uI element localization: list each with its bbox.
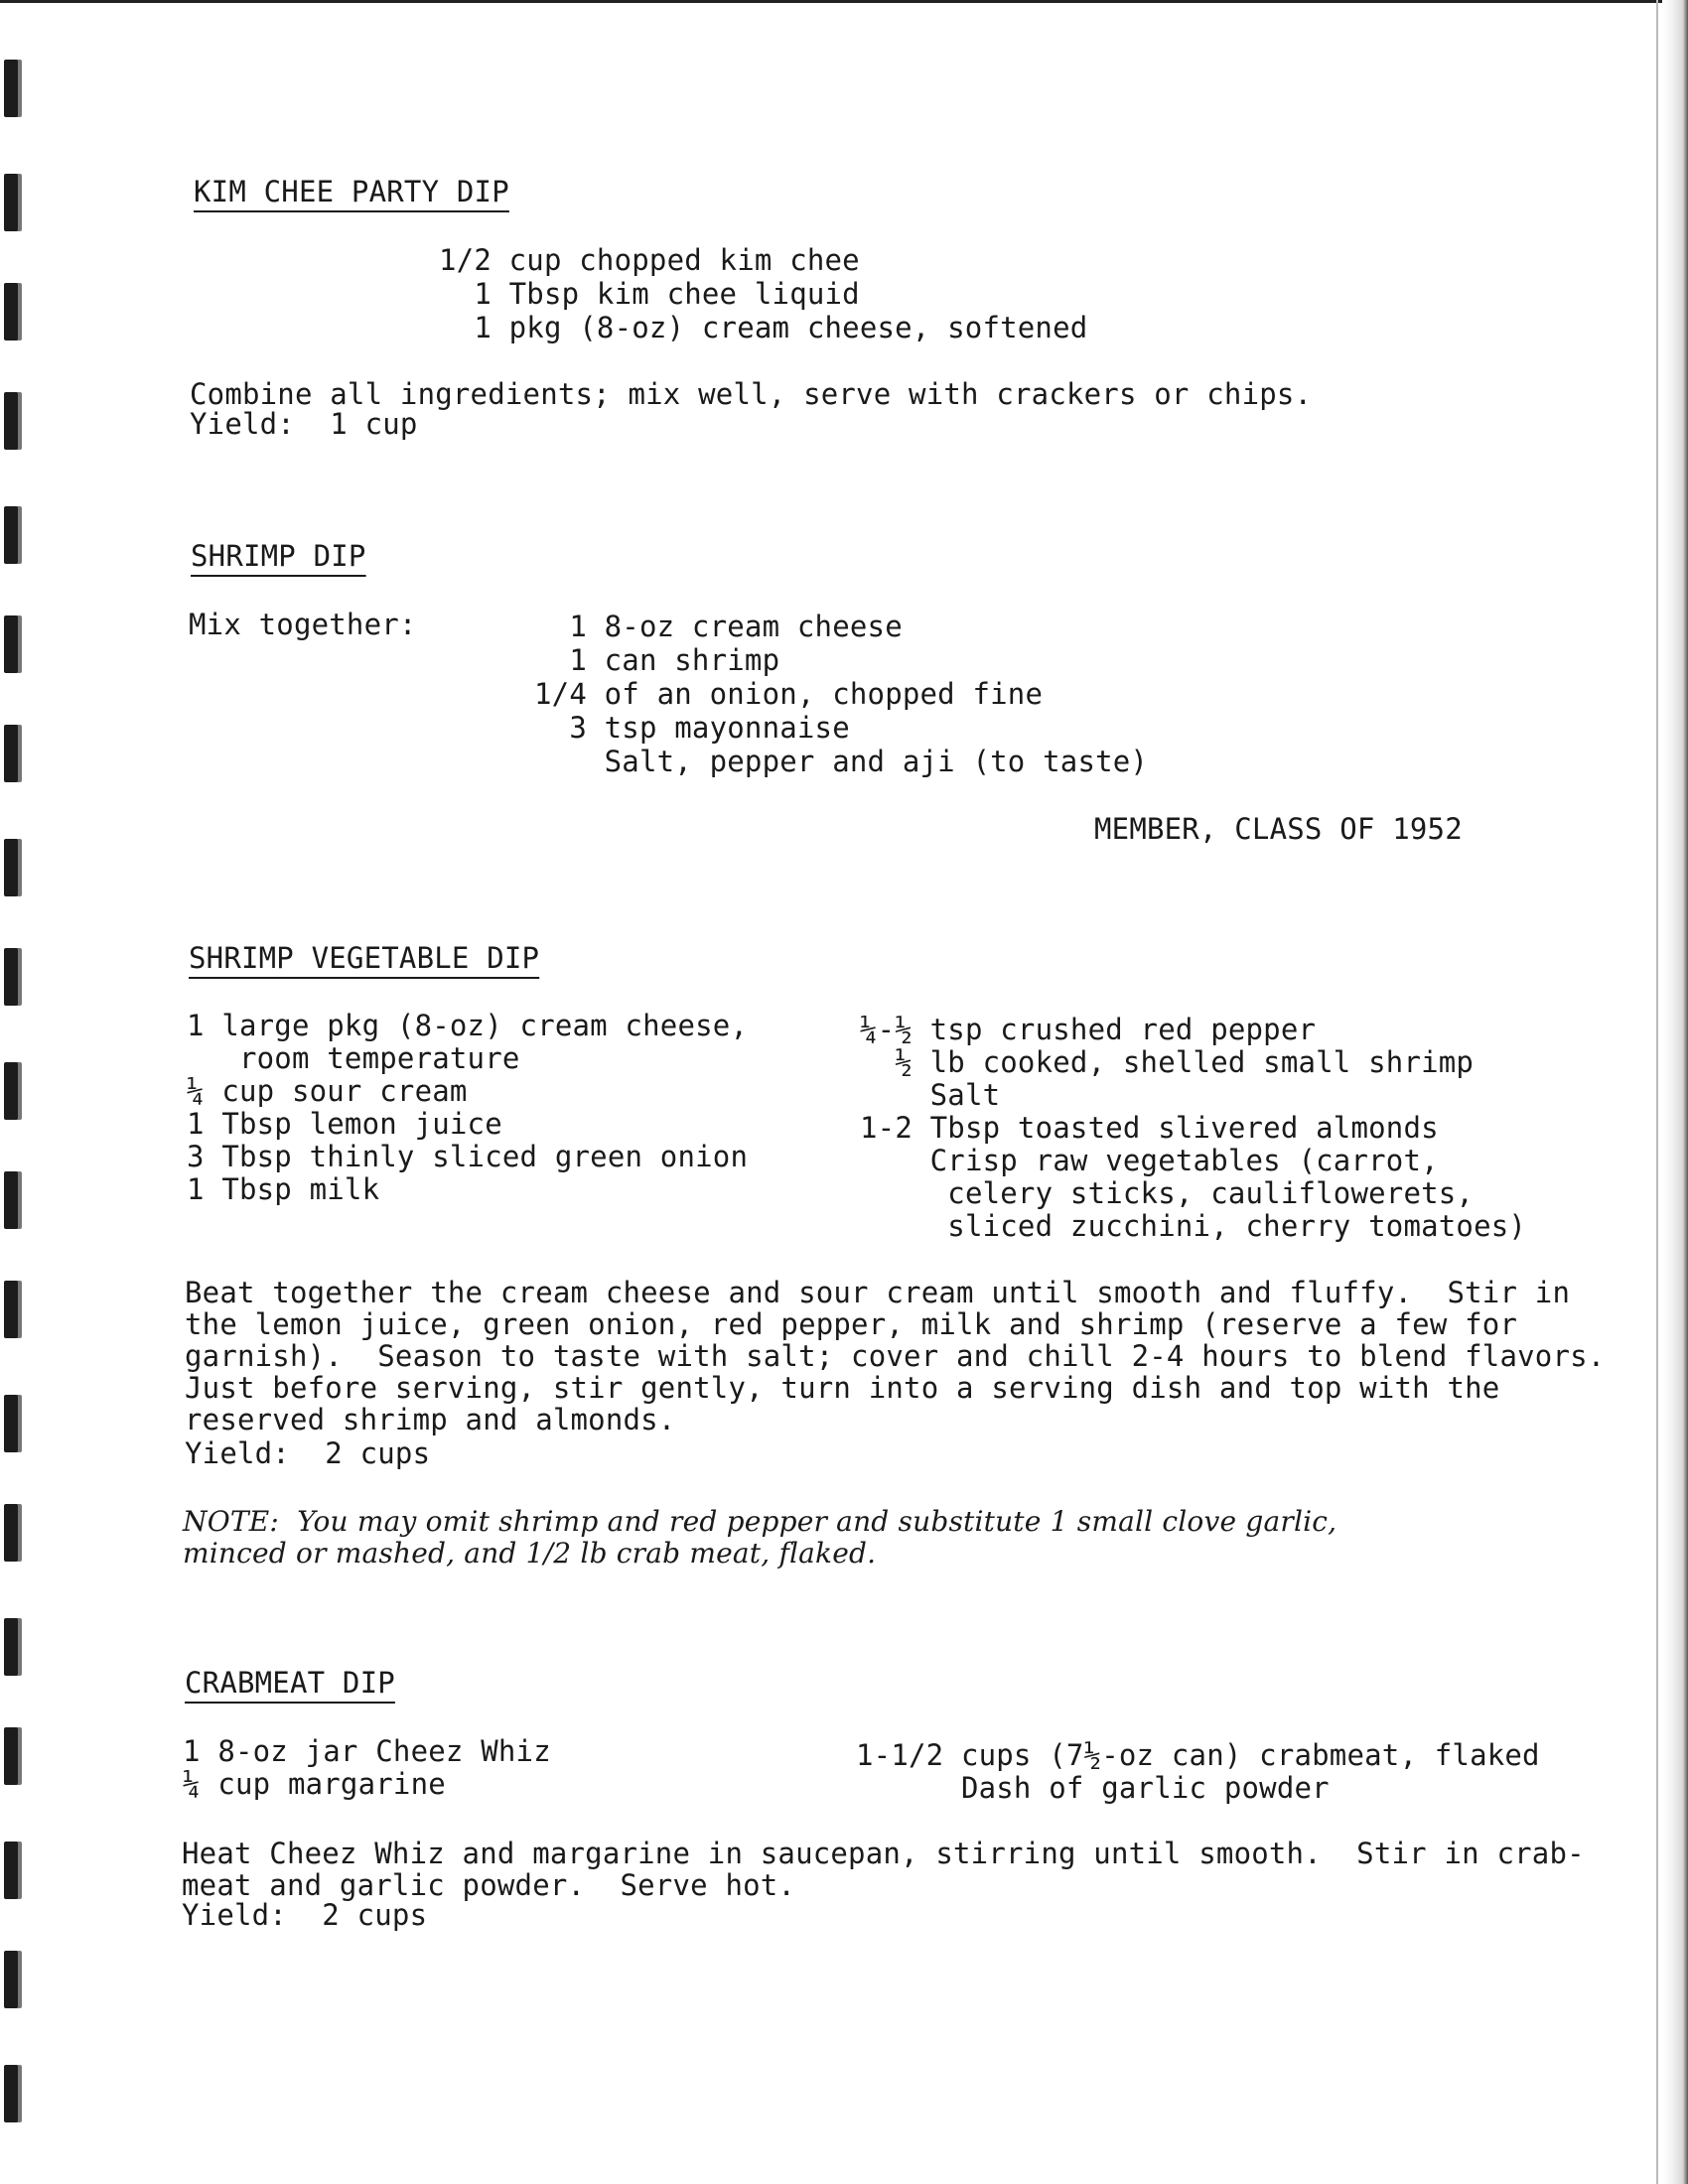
binding-hole: [4, 1504, 18, 1562]
binding-hole: [4, 1281, 18, 1338]
direction-line: reserved shrimp and almonds.: [185, 1403, 676, 1436]
direction-line: Heat Cheez Whiz and margarine in saucepan, stirring until smooth. Stir in crab-: [182, 1837, 1585, 1870]
ingredient-line: 1 Tbsp lemon juice: [187, 1107, 502, 1141]
ingredient-line: ½ lb cooked, shelled small shrimp: [860, 1045, 1475, 1079]
ingredient-line: sliced zucchini, cherry tomatoes): [860, 1209, 1527, 1243]
recipe-note-line: NOTE: You may omit shrimp and red pepper and substitute 1 small clove garlic,: [183, 1505, 1337, 1538]
spiral-binding: [0, 0, 30, 2184]
ingredient-line: 1 large pkg (8-oz) cream cheese,: [187, 1009, 749, 1042]
ingredient-line: Salt: [860, 1078, 1001, 1112]
page-right-edge-line: [1656, 0, 1658, 2184]
direction-line: meat and garlic powder. Serve hot.: [182, 1868, 796, 1902]
ingredient-line: 1 8-oz jar Cheez Whiz: [183, 1734, 551, 1768]
binding-hole: [4, 1842, 18, 1899]
ingredient-line: ¼-½ tsp crushed red pepper: [860, 1013, 1317, 1046]
ingredient-lead: Mix together:: [189, 608, 417, 641]
ingredient-line: 1/2 cup chopped kim chee: [439, 243, 860, 277]
binding-hole: [4, 2065, 18, 2122]
binding-hole: [4, 1395, 18, 1452]
binding-hole: [4, 1171, 18, 1229]
ingredient-line: 1-2 Tbsp toasted slivered almonds: [860, 1111, 1439, 1145]
binding-hole: [4, 60, 18, 117]
ingredient-line: 3 Tbsp thinly sliced green onion: [187, 1140, 749, 1173]
recipe-title: SHRIMP VEGETABLE DIP: [189, 941, 540, 975]
ingredient-line: 1 Tbsp milk: [187, 1172, 380, 1206]
binding-hole: [4, 506, 18, 564]
binding-hole: [4, 1951, 18, 2008]
ingredient-line: 1 pkg (8-oz) cream cheese, softened: [439, 311, 1088, 344]
binding-hole: [4, 1618, 18, 1676]
ingredient-line: 1 8-oz cream cheese: [534, 610, 903, 643]
ingredient-line: room temperature: [187, 1041, 520, 1075]
binding-hole: [4, 725, 18, 782]
binding-hole: [4, 948, 18, 1006]
ingredient-line: 3 tsp mayonnaise: [534, 711, 850, 745]
recipe-title: KIM CHEE PARTY DIP: [194, 175, 509, 208]
page-top-edge: [0, 0, 1688, 3]
ingredient-line: Salt, pepper and aji (to taste): [534, 745, 1149, 778]
yield-line: Yield: 1 cup: [190, 407, 418, 441]
recipe-credit: MEMBER, CLASS OF 1952: [1094, 812, 1463, 846]
recipe-title: SHRIMP DIP: [191, 539, 366, 573]
ingredient-line: 1 can shrimp: [534, 643, 780, 677]
ingredient-line: 1 Tbsp kim chee liquid: [439, 277, 860, 311]
ingredient-line: ¼ cup sour cream: [187, 1074, 468, 1108]
ingredient-line: 1-1/2 cups (7½-oz can) crabmeat, flaked: [856, 1738, 1540, 1772]
recipe-title: CRABMEAT DIP: [185, 1666, 395, 1700]
binding-hole: [4, 1062, 18, 1120]
direction-line: Beat together the cream cheese and sour cream until smooth and fluffy. Stir in: [185, 1276, 1571, 1309]
recipe-note-line: minced or mashed, and 1/2 lb crab meat, flaked.: [183, 1537, 877, 1570]
page-right-edge-shadow: [1662, 0, 1688, 2184]
direction-line: Combine all ingredients; mix well, serve with crackers or chips.: [190, 377, 1313, 411]
yield-line: Yield: 2 cups: [182, 1898, 428, 1932]
binding-hole: [4, 1727, 18, 1785]
binding-hole: [4, 615, 18, 673]
binding-hole: [4, 283, 18, 341]
ingredient-line: Crisp raw vegetables (carrot,: [860, 1144, 1439, 1177]
ingredient-line: Dash of garlic powder: [856, 1771, 1330, 1805]
direction-line: the lemon juice, green onion, red pepper, milk and shrimp (reserve a few for: [185, 1307, 1518, 1341]
ingredient-line: ¼ cup margarine: [183, 1767, 446, 1801]
binding-hole: [4, 839, 18, 896]
binding-hole: [4, 174, 18, 231]
ingredient-line: celery sticks, cauliflowerets,: [860, 1176, 1475, 1210]
direction-line: Just before serving, stir gently, turn into a serving dish and top with the: [185, 1371, 1500, 1405]
binding-hole: [4, 392, 18, 450]
yield-line: Yield: 2 cups: [185, 1436, 431, 1470]
ingredient-line: 1/4 of an onion, chopped fine: [534, 677, 1044, 711]
direction-line: garnish). Season to taste with salt; cover and chill 2-4 hours to blend flavors.: [185, 1339, 1606, 1373]
